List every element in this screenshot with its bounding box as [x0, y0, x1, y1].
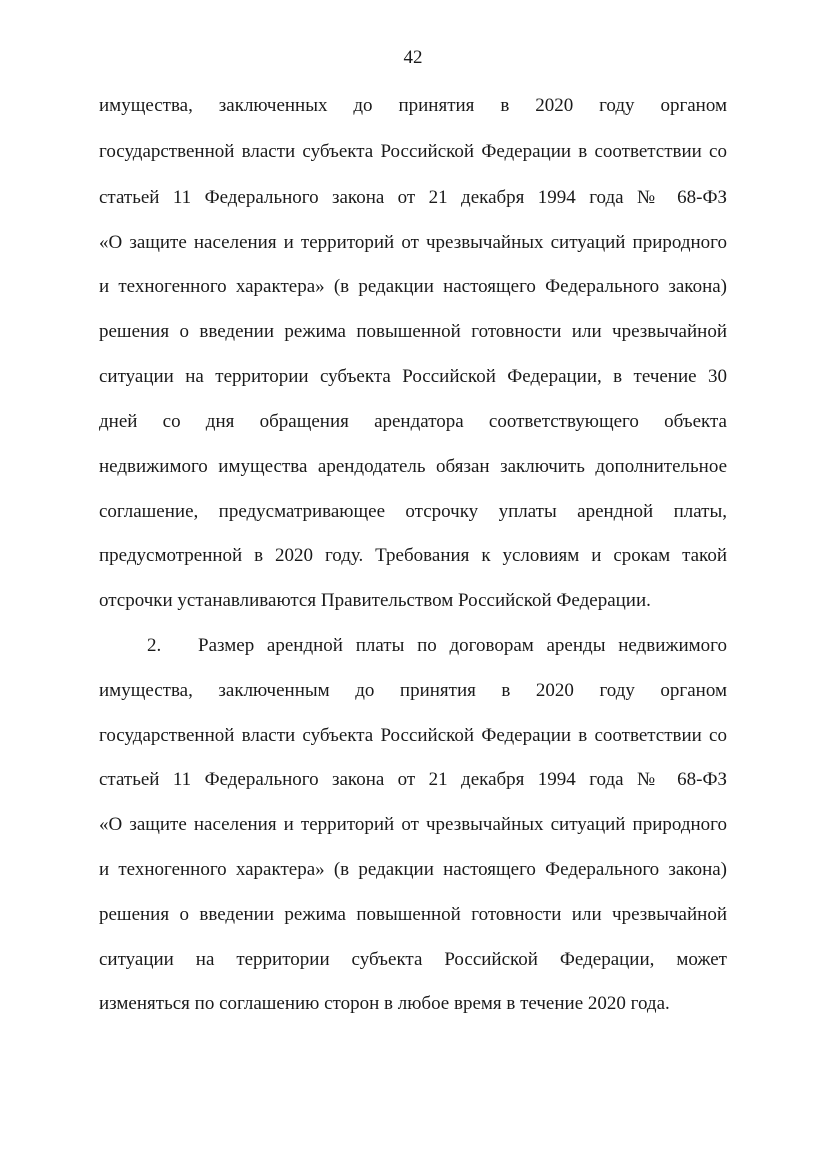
paragraph2-line-7: решения о введении режима повышенной готовности или чрезвычайной [99, 904, 727, 925]
paragraph1-line-9: недвижимого имущества арендодатель обязан заключить дополнительное [99, 456, 727, 477]
paragraph2-line-3: государственной власти субъекта Российской Федерации в соответствии со [99, 725, 727, 746]
paragraph1-line-4: «О защите населения и территорий от чрезвычайных ситуаций природного [99, 232, 727, 253]
paragraph1-line-10: соглашение, предусматривающее отсрочку уплаты арендной платы, [99, 501, 727, 522]
paragraph1-line-5: и техногенного характера» (в редакции настоящего Федерального закона) [99, 276, 727, 297]
paragraph2-line-4: статьей 11 Федерального закона от 21 декабря 1994 года № 68-ФЗ [99, 769, 727, 790]
paragraph2-line-1: Размер арендной платы по договорам аренды недвижимого [198, 635, 727, 656]
paragraph2-number: 2. [147, 635, 162, 656]
paragraph2-line-6: и техногенного характера» (в редакции настоящего Федерального закона) [99, 859, 727, 880]
paragraph1-line-11: предусмотренной в 2020 году. Требования к условиям и срокам такой [99, 545, 727, 566]
page-number: 42 [403, 47, 423, 68]
paragraph2-line-2: имущества, заключенным до принятия в 2020 году органом [99, 680, 727, 701]
paragraph2-line-5: «О защите населения и территорий от чрезвычайных ситуаций природного [99, 814, 727, 835]
paragraph1-line-1: имущества, заключенных до принятия в 2020 году органом [99, 95, 727, 116]
paragraph1-line-6: решения о введении режима повышенной готовности или чрезвычайной [99, 321, 727, 342]
paragraph1-line-8: дней со дня обращения арендатора соответствующего объекта [99, 411, 727, 432]
paragraph2-line-9: изменяться по соглашению сторон в любое время в течение 2020 года. [99, 993, 670, 1014]
paragraph1-line-3: статьей 11 Федерального закона от 21 декабря 1994 года № 68-ФЗ [99, 187, 727, 208]
paragraph2-line-8: ситуации на территории субъекта Российской Федерации, может [99, 949, 727, 970]
paragraph1-line-2: государственной власти субъекта Российской Федерации в соответствии со [99, 141, 727, 162]
paragraph1-line-12: отсрочки устанавливаются Правительством Российской Федерации. [99, 590, 651, 611]
paragraph1-line-7: ситуации на территории субъекта Российской Федерации, в течение 30 [99, 366, 727, 387]
